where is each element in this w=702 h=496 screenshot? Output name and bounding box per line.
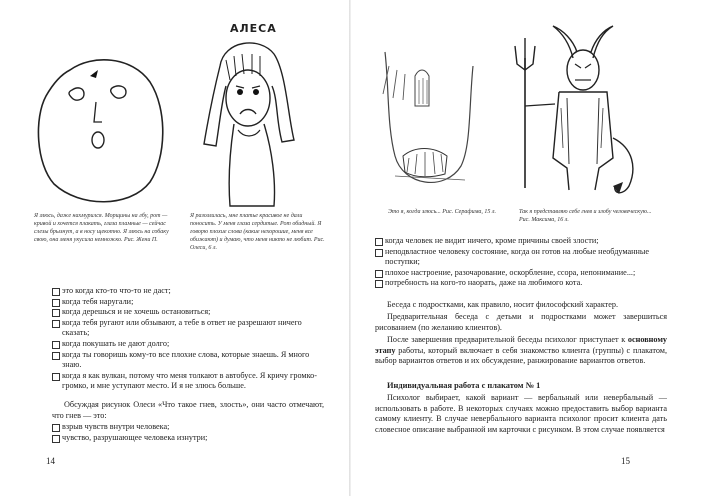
drawing2-caption: Я разозлилась, мне платье красивое не дали поносить. У меня глаза сердитые. Рот обидный. Я говорю плохие слова (какие нехорошие, меня все обижают) и думаю, что меня никто не любит. Рис. Олеси, 6 л. [190,213,325,251]
drawing1-caption: Я злюсь, даже нахмурился. Морщины на лбу, рот — кривой и хочется плакать, глаза пламные — сейчас слезы брызнут, а в носу щекотно. Я злюсь на собаку свою, она меня укусила немножко. Рис. Жени П. [34,213,169,243]
list-item: чувство, разрушающее человека изнутри; [52,433,324,444]
drawing-claw-hands [375,46,485,196]
list-item: потребность на кого-то наорать, даже на любимого кота. [375,278,667,289]
discussion-paragraph: Обсуждая рисунок Олеси «Что такое гнев, злость», они часто отмечают, что гнев — это: [52,400,324,420]
list-item: когда я как вулкан, потому что меня толкают в автобусе. Я кричу громко-громко, и мне уступают место. И я не злюсь больше. [52,371,324,392]
drawing3-caption: Это я, когда злюсь... Рис. Серафима, 15 л. [387,209,497,215]
list-item: когда дерешься и не хочешь остановиться; [52,307,324,318]
list-item: неподвластное человеку состояние, когда он готов на любые необдуманные поступки; [375,247,667,268]
page-number-right: 15 [621,456,630,466]
anger-definitions-list [52,286,324,392]
drawing-angry-face [32,48,172,208]
drawing-devil [503,18,653,200]
section-heading: Индивидуальная работа с плакатом № 1 [387,381,541,390]
drawing4-caption: Так я представляю себе гнев и злобу человеческую... Рис. Максима, 16 л. [519,209,652,223]
anger-definitions-list-2 [52,422,324,443]
list-item: когда человек не видит ничего, кроме причины своей злости; [375,236,667,247]
drawing2-label: АЛЕСА [230,22,277,35]
list-item: взрыв чувств внутри человека; [52,422,324,433]
main-stage-text-start: После завершения предварительной беседы психолог приступает к [387,335,628,344]
paragraph-individual-work: Психолог выбирает, какой вариант — вербальный или невербальный — использовать в работе. В некоторых случаях можно предоставить выбор варианта самому клиенту. В случае невербального варианта психолог просит клиента дать словесное описание выбранной им карточки с рисунком. В этом случае появляется [375,393,667,434]
paragraph-preliminary: Предварительная беседа с детьми и подростками может завершиться рисованием (по желанию клиентов). [375,312,667,332]
list-item: когда тебя ругают или обзывают, а тебе в ответ не разрешают ничего сказать; [52,318,324,339]
main-stage-text-end: работы, который включает в себя знакомство клиента (группы) с плакатом, выбор вариантов ответов и их обсуждение, ранжирование вариантов ответов. [375,345,667,366]
list-item: когда ты говоришь кому-то все плохие слова, которые знаешь. Я много знаю. [52,350,324,371]
list-item: это когда кто-то что-то не даст; [52,286,324,297]
right-page [351,0,702,496]
list-item: когда тебя наругали; [52,297,324,308]
main-stage-bold: основному этапу [375,335,667,355]
anger-definitions-list-3 [375,236,667,289]
list-item: когда покушать не дают долго; [52,339,324,350]
paragraph-main-stage [375,335,667,367]
paragraph-teens: Беседа с подростками, как правило, носит философский характер. [387,300,619,309]
list-item: плохое настроение, разочарование, оскорбление, ссора, непонимание...; [375,268,667,279]
page-number-left: 14 [46,456,55,466]
drawing-angry-girl [190,20,310,210]
